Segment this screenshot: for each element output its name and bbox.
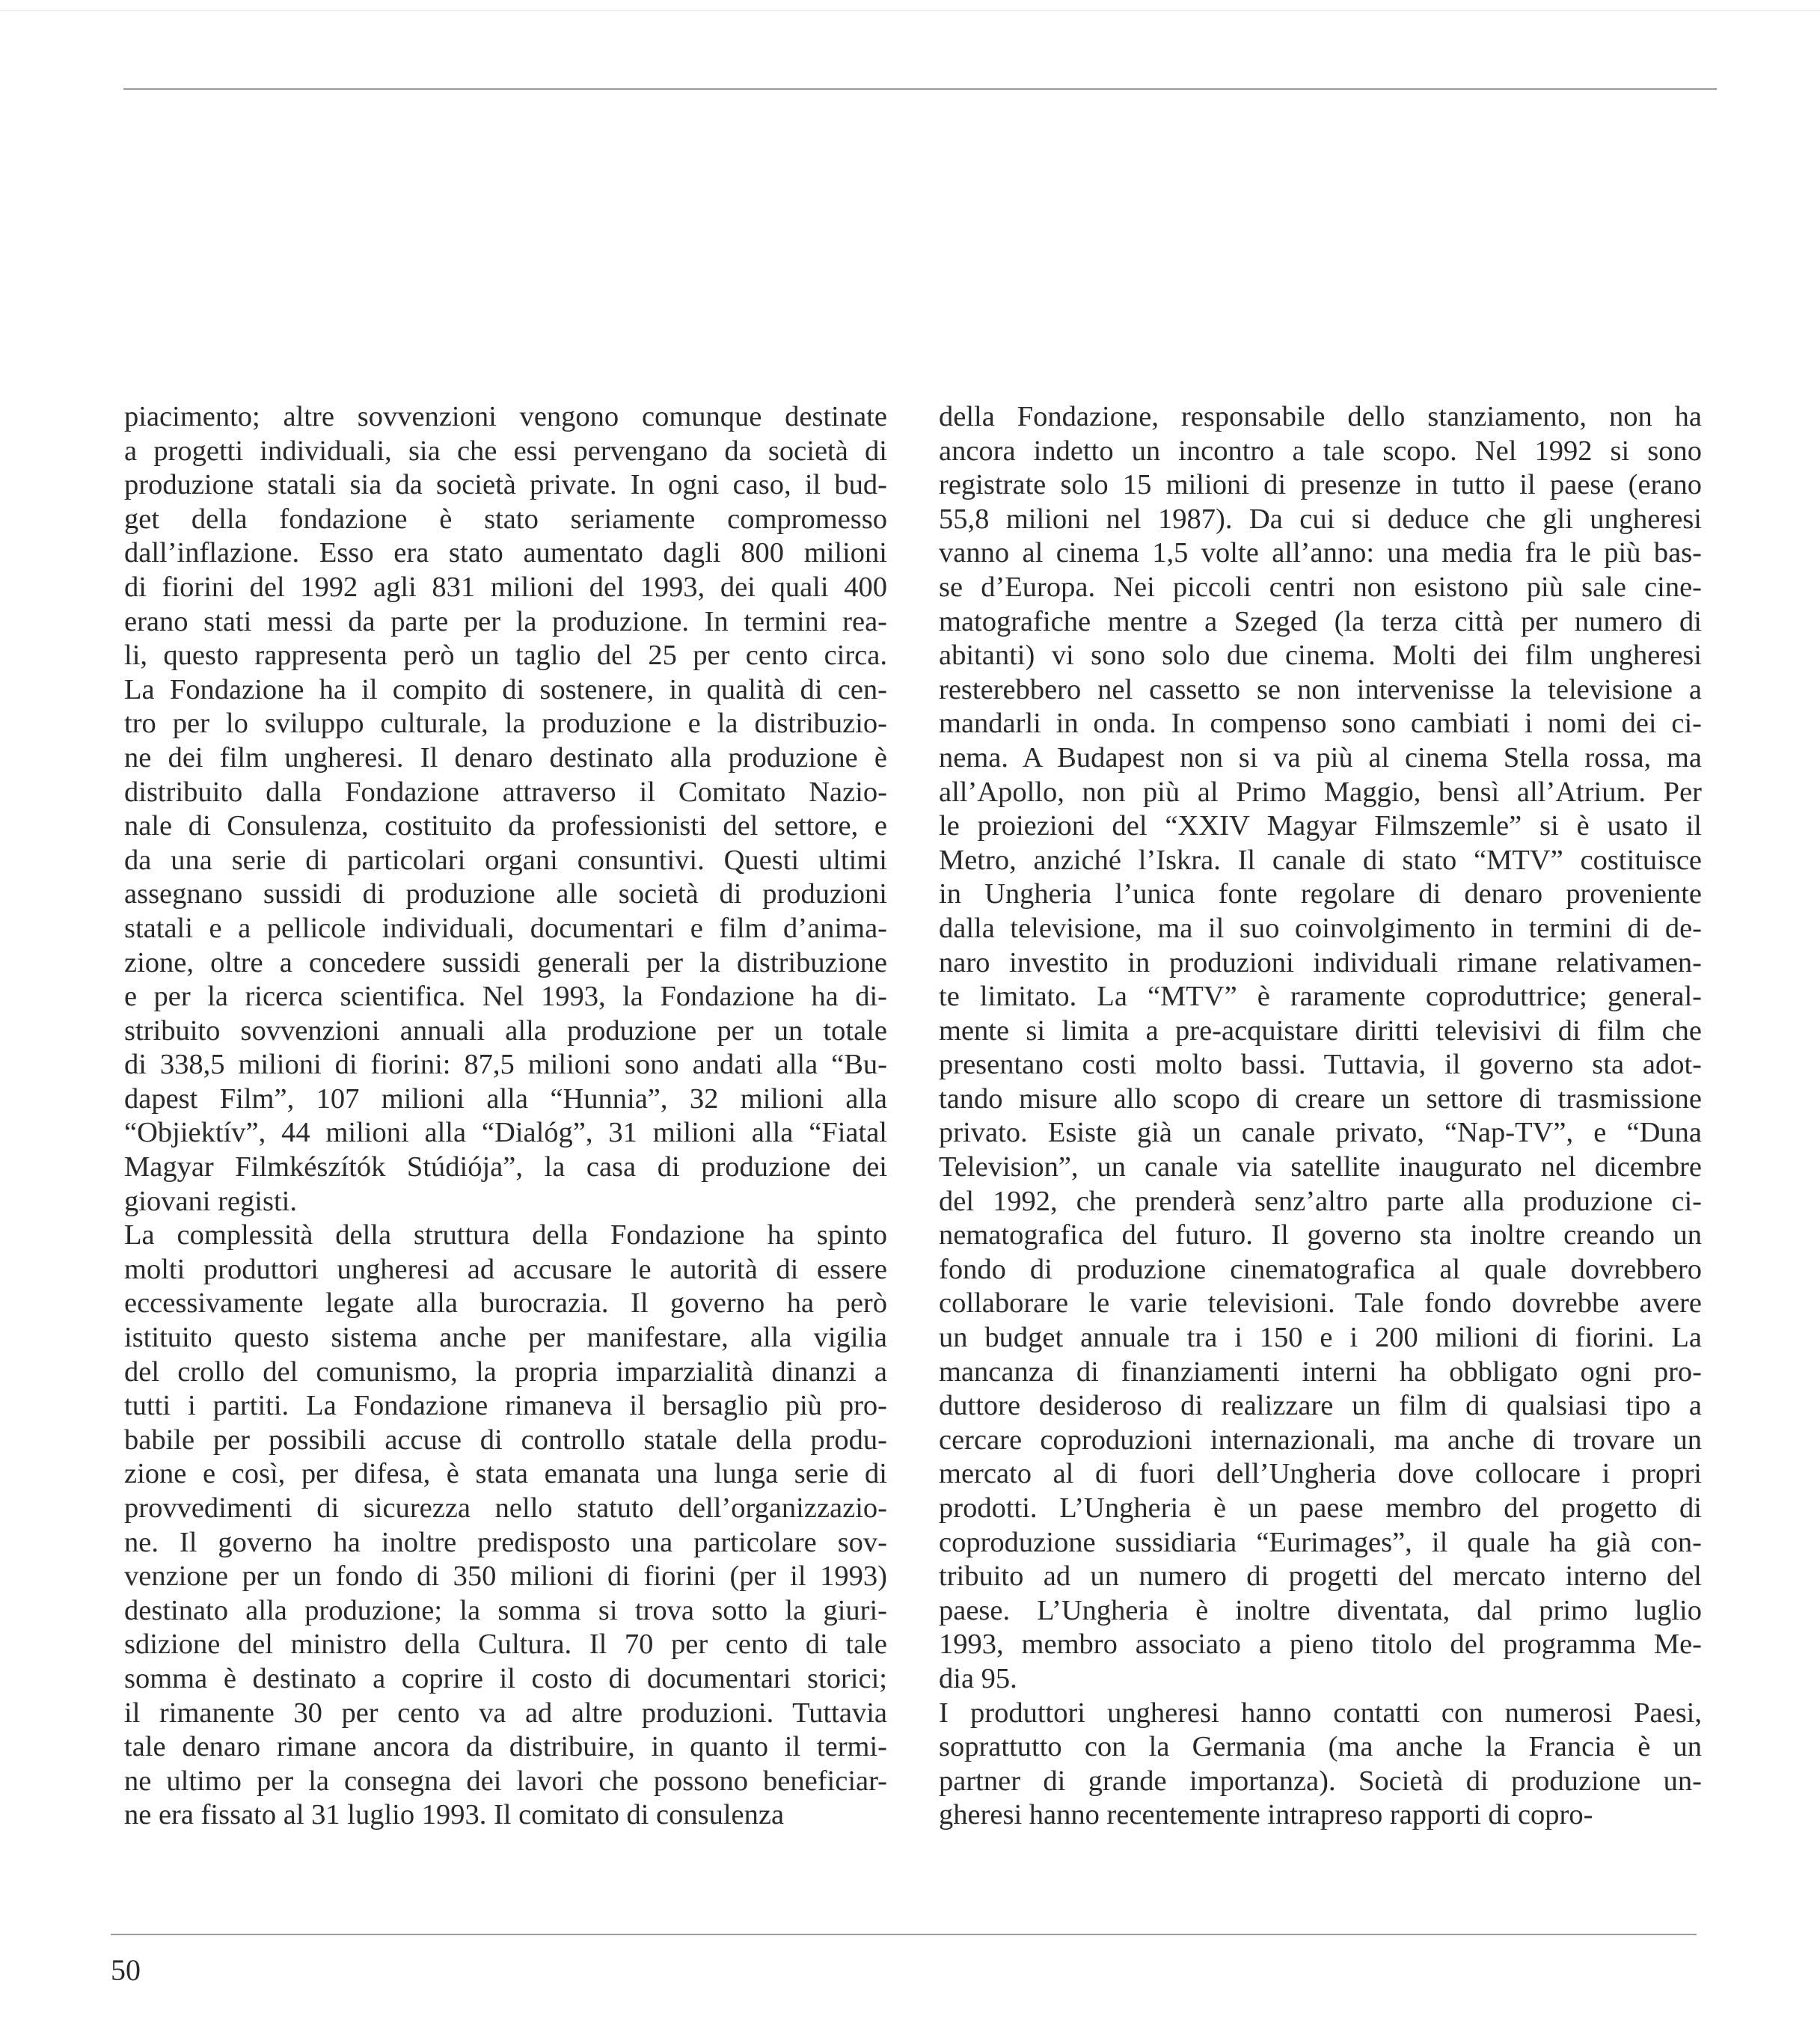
text-line: giovani registi. bbox=[124, 1185, 297, 1217]
text-line: zione e così, per difesa, è stata emanata una lunga serie di bbox=[124, 1458, 887, 1490]
text-line: dia 95. bbox=[939, 1662, 1017, 1694]
text-line: dall’inflazione. Esso era stato aumentato dagli 800 milioni bbox=[124, 537, 887, 569]
text-line: I produttori ungheresi hanno contatti con numerosi Paesi, bbox=[939, 1697, 1702, 1729]
text-line: “Objiektív”, 44 milioni alla “Dialóg”, 31 milioni alla “Fiatal bbox=[124, 1117, 887, 1149]
header-rule bbox=[123, 88, 1717, 90]
text-line: all’Apollo, non più al Primo Maggio, bensì all’Atrium. Per bbox=[939, 776, 1702, 808]
text-line: tutti i partiti. La Fondazione rimaneva il bersaglio più pro- bbox=[124, 1390, 887, 1422]
text-line: dalla televisione, ma il suo coinvolgimento in termini di de- bbox=[939, 912, 1702, 944]
text-line: 1993, membro associato a pieno titolo del programma Me- bbox=[939, 1629, 1702, 1661]
text-line: fondo di produzione cinematografica al quale dovrebbero bbox=[939, 1253, 1702, 1285]
text-line: prodotti. L’Ungheria è un paese membro del progetto di bbox=[939, 1492, 1702, 1524]
text-line: privato. Esiste già un canale privato, “Nap-TV”, e “Duna bbox=[939, 1117, 1702, 1149]
text-line: tro per lo sviluppo culturale, la produzione e la distribuzio- bbox=[124, 708, 887, 740]
text-line: piacimento; altre sovvenzioni vengono comunque destinate bbox=[124, 401, 887, 432]
text-line: del crollo del comunismo, la propria imparzialità dinanzi a bbox=[124, 1355, 887, 1388]
text-line: e per la ricerca scientifica. Nel 1993, la Fondazione ha di- bbox=[124, 981, 887, 1013]
text-line: della Fondazione, responsabile dello stanziamento, non ha bbox=[939, 401, 1702, 432]
text-line: assegnano sussidi di produzione alle società di produzioni bbox=[124, 878, 887, 910]
text-line: le proiezioni del “XXIV Magyar Filmszemle” si è usato il bbox=[939, 810, 1702, 842]
text-line: statali e a pellicole individuali, documentari e film d’anima- bbox=[124, 912, 887, 944]
text-line: zione, oltre a concedere sussidi generali per la distribuzione bbox=[124, 946, 887, 978]
text-line: tando misure allo scopo di creare un settore di trasmissione bbox=[939, 1082, 1702, 1115]
text-line: naro investito in produzioni individuali rimane relativamen- bbox=[939, 946, 1702, 978]
text-line: nale di Consulenza, costituito da professionisti del settore, e bbox=[124, 810, 887, 842]
text-line: partner di grande importanza). Società di produzione un- bbox=[939, 1765, 1702, 1797]
text-line: in Ungheria l’unica fonte regolare di denaro proveniente bbox=[939, 878, 1702, 910]
text-line: tale denaro rimane ancora da distribuire, in quanto il termi- bbox=[124, 1731, 887, 1763]
text-line: produzione statali sia da società private. In ogni caso, il bud- bbox=[124, 469, 887, 501]
text-line: get della fondazione è stato seriamente compromesso bbox=[124, 503, 887, 535]
right-text-column bbox=[939, 400, 1702, 1833]
text-line: se d’Europa. Nei piccoli centri non esistono più sale cine- bbox=[939, 571, 1702, 603]
text-line: Television”, un canale via satellite inaugurato nel dicembre bbox=[939, 1151, 1702, 1183]
text-line: nema. A Budapest non si va più al cinema Stella rossa, ma bbox=[939, 741, 1702, 773]
text-line: mandarli in onda. In compenso sono cambiati i nomi dei ci- bbox=[939, 708, 1702, 740]
text-line: li, questo rappresenta però un taglio del 25 per cento circa. bbox=[124, 640, 887, 672]
text-line: La complessità della struttura della Fondazione ha spinto bbox=[124, 1219, 887, 1252]
text-line: paese. L’Ungheria è inoltre diventata, dal primo luglio bbox=[939, 1594, 1702, 1626]
text-line: molti produttori ungheresi ad accusare le autorità di essere bbox=[124, 1253, 887, 1285]
text-line: provvedimenti di sicurezza nello statuto dell’organizzazio- bbox=[124, 1492, 887, 1524]
text-line: sdizione del ministro della Cultura. Il 70 per cento di tale bbox=[124, 1629, 887, 1661]
text-line: eccessivamente legate alla burocrazia. Il governo ha però bbox=[124, 1287, 887, 1320]
text-line: soprattutto con la Germania (ma anche la Francia è un bbox=[939, 1731, 1702, 1763]
text-line: mercato al di fuori dell’Ungheria dove collocare i propri bbox=[939, 1458, 1702, 1490]
text-line: babile per possibili accuse di controllo statale della produ- bbox=[124, 1424, 887, 1456]
text-line: erano stati messi da parte per la produzione. In termini rea- bbox=[124, 605, 887, 637]
text-line: da una serie di particolari organi consuntivi. Questi ultimi bbox=[124, 844, 887, 876]
text-line: vanno al cinema 1,5 volte all’anno: una media fra le più bas- bbox=[939, 537, 1702, 569]
text-line: mente si limita a pre-acquistare diritti televisivi di film che bbox=[939, 1014, 1702, 1047]
text-line: venzione per un fondo di 350 milioni di fiorini (per il 1993) bbox=[124, 1560, 887, 1593]
text-line: del 1992, che prenderà senz’altro parte alla produzione ci- bbox=[939, 1185, 1702, 1217]
text-line: tribuito ad un numero di progetti del mercato interno del bbox=[939, 1560, 1702, 1593]
text-line: La Fondazione ha il compito di sostenere, in qualità di cen- bbox=[124, 673, 887, 705]
text-line: registrate solo 15 milioni di presenze in tutto il paese (erano bbox=[939, 469, 1702, 501]
text-line: destinato alla produzione; la somma si trova sotto la giuri- bbox=[124, 1594, 887, 1626]
text-line: ne dei film ungheresi. Il denaro destinato alla produzione è bbox=[124, 741, 887, 773]
text-line: ne. Il governo ha inoltre predisposto una particolare sov- bbox=[124, 1526, 887, 1558]
text-line: dapest Film”, 107 milioni alla “Hunnia”, 32 milioni alla bbox=[124, 1082, 887, 1115]
text-line: Metro, anziché l’Iskra. Il canale di stato “MTV” costituisce bbox=[939, 844, 1702, 876]
top-edge-rule bbox=[0, 10, 1820, 11]
text-line: Magyar Filmkészítók Stúdiója”, la casa di produzione dei bbox=[124, 1151, 887, 1183]
text-line: istituito questo sistema anche per manifestare, alla vigilia bbox=[124, 1322, 887, 1354]
text-line: nematografica del futuro. Il governo sta inoltre creando un bbox=[939, 1219, 1702, 1252]
text-line: collaborare le varie televisioni. Tale fondo dovrebbe avere bbox=[939, 1287, 1702, 1320]
text-line: abitanti) vi sono solo due cinema. Molti dei film ungheresi bbox=[939, 640, 1702, 672]
text-line: il rimanente 30 per cento va ad altre produzioni. Tuttavia bbox=[124, 1697, 887, 1729]
text-line: matografiche mentre a Szeged (la terza città per numero di bbox=[939, 605, 1702, 637]
text-line: ancora indetto un incontro a tale scopo. Nel 1992 si sono bbox=[939, 435, 1702, 467]
text-line: te limitato. La “MTV” è raramente coproduttrice; general- bbox=[939, 981, 1702, 1013]
text-line: un budget annuale tra i 150 e i 200 milioni di fiorini. La bbox=[939, 1322, 1702, 1354]
text-line: di 338,5 milioni di fiorini: 87,5 milioni sono andati alla “Bu- bbox=[124, 1049, 887, 1081]
text-line: somma è destinato a coprire il costo di documentari storici; bbox=[124, 1662, 887, 1694]
text-line: presentano costi molto bassi. Tuttavia, il governo sta adot- bbox=[939, 1049, 1702, 1081]
text-line: cercare coproduzioni internazionali, ma anche di trovare un bbox=[939, 1424, 1702, 1456]
text-line: ne ultimo per la consegna dei lavori che possono beneficiar- bbox=[124, 1765, 887, 1797]
text-line: mancanza di finanziamenti interni ha obbligato ogni pro- bbox=[939, 1355, 1702, 1388]
text-line: duttore desideroso di realizzare un film di qualsiasi tipo a bbox=[939, 1390, 1702, 1422]
text-line: coproduzione sussidiaria “Eurimages”, il quale ha già con- bbox=[939, 1526, 1702, 1558]
text-line: ne era fissato al 31 luglio 1993. Il comitato di consulenza bbox=[124, 1799, 785, 1831]
page-number: 50 bbox=[111, 1953, 141, 1987]
text-line: resterebbero nel cassetto se non intervenisse la televisione a bbox=[939, 673, 1702, 705]
text-line: di fiorini del 1992 agli 831 milioni del 1993, dei quali 400 bbox=[124, 571, 887, 603]
text-line: gheresi hanno recentemente intrapreso rapporti di copro- bbox=[939, 1799, 1593, 1831]
text-line: distribuito dalla Fondazione attraverso il Comitato Nazio- bbox=[124, 776, 887, 808]
left-text-column bbox=[124, 400, 887, 1833]
footer-rule bbox=[111, 1934, 1697, 1935]
text-line: stribuito sovvenzioni annuali alla produzione per un totale bbox=[124, 1014, 887, 1047]
text-line: 55,8 milioni nel 1987). Da cui si deduce che gli ungheresi bbox=[939, 503, 1702, 535]
text-line: a progetti individuali, sia che essi pervengano da società di bbox=[124, 435, 887, 467]
